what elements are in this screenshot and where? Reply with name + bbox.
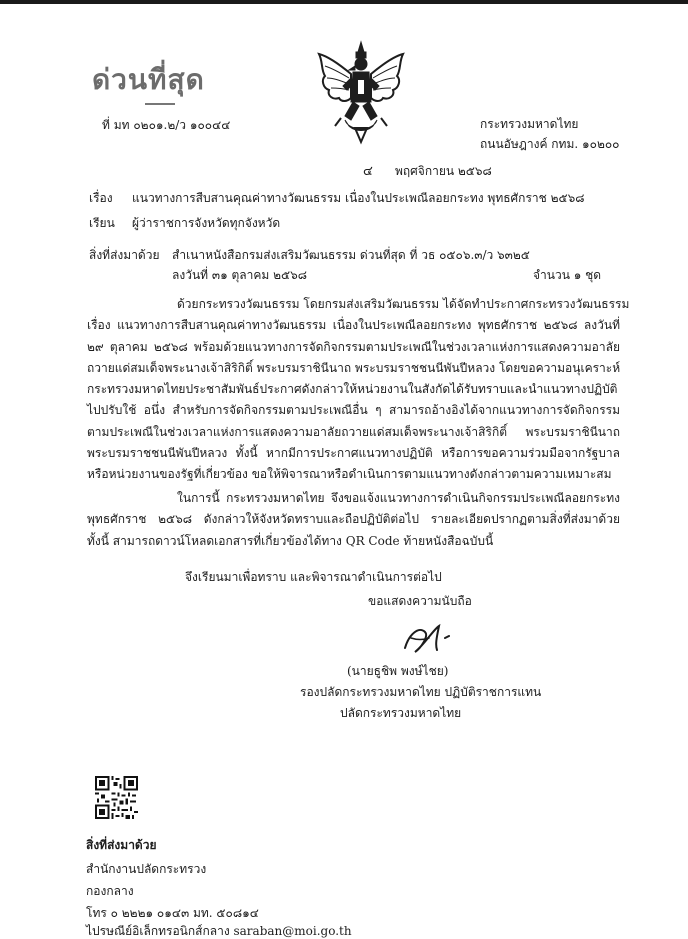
body-line: ตามประเพณีในช่วงเวลาแห่งการแสดงความอาลัยถวายแด่สมเด็จพระนางเจ้าสิริกิติ์ พระบรมราชินีนาถ (87, 424, 620, 439)
scan-edge (0, 0, 688, 4)
enclosure-label: สิ่งที่ส่งมาด้วย (89, 248, 160, 262)
ministry-address: ถนนอัษฎางค์ กทม. ๑๐๒๐๐ (480, 137, 620, 151)
date-month-year: พฤศจิกายน ๒๕๖๘ (395, 164, 492, 178)
footer-email: ไปรษณีย์อิเล็กทรอนิกส์กลาง saraban@moi.go.th (86, 924, 352, 938)
footer-office: สำนักงานปลัดกระทรวง (86, 862, 207, 876)
signer-position-1: รองปลัดกระทรวงมหาดไทย ปฏิบัติราชการแทน (300, 685, 542, 699)
recipient-text: ผู้ว่าราชการจังหวัดทุกจังหวัด (132, 216, 281, 230)
salutation: ขอแสดงความนับถือ (368, 594, 472, 608)
document-number: ที่ มท ๐๒๐๑.๒/ว ๑๐๐๔๔ (102, 118, 231, 132)
date-day: ๔ (363, 164, 373, 179)
body-line: ทั้งนี้ สามารถดาวน์โหลดเอกสารที่เกี่ยวข้องได้ทาง QR Code ท้ายหนังสือฉบับนี้ (87, 533, 494, 548)
garuda-emblem-icon (315, 40, 407, 145)
enclosure-date: ลงวันที่ ๓๑ ตุลาคม ๒๕๖๘ (172, 268, 308, 282)
qr-code-icon (95, 776, 138, 819)
handwritten-signature (395, 618, 465, 658)
body-line: พุทธศักราช ๒๕๖๘ ดังกล่าวให้จังหวัดทราบและถือปฏิบัติต่อไป รายละเอียดปรากฏตามสิ่งที่ส่งมาด้วย (87, 512, 620, 527)
body-paragraph-1 (87, 294, 630, 486)
urgency-stamp: ด่วนที่สุด (92, 63, 205, 96)
ministry-name: กระทรวงมหาดไทย (480, 117, 579, 131)
enclosure-text: สำเนาหนังสือกรมส่งเสริมวัฒนธรรม ด่วนที่สุด ที่ วธ ๐๕๐๖.๓/ว ๖๓๒๕ (172, 248, 530, 262)
urgency-underline (145, 103, 175, 105)
footer-division: กองกลาง (86, 884, 134, 898)
body-line: เรื่อง แนวทางการสืบสานคุณค่าทางวัฒนธรรม เนื่องในประเพณีลอยกระทง พุทธศักราช ๒๕๖๘ ลงวันที่ (87, 318, 620, 333)
body-line: ด้วยกระทรวงวัฒนธรรม โดยกรมส่งเสริมวัฒนธรรม ได้จัดทำประกาศกระทรวงวัฒนธรรม (177, 297, 630, 311)
body-line: ๒๙ ตุลาคม ๒๕๖๘ พร้อมด้วยแนวทางการจัดกิจกรรมตามประเพณีในช่วงเวลาแห่งการแสดงความอาลัย (87, 339, 620, 354)
footer-phone: โทร ๐ ๒๒๒๑ ๐๑๔๓ มท. ๕๐๘๑๔ (86, 906, 259, 920)
body-paragraph-2 (87, 488, 620, 552)
signer-position-2: ปลัดกระทรวงมหาดไทย (340, 706, 462, 720)
recipient-label: เรียน (89, 216, 115, 230)
closing-request: จึงเรียนมาเพื่อทราบ และพิจารณาดำเนินการต่อไป (185, 570, 442, 584)
subject-text: แนวทางการสืบสานคุณค่าทางวัฒนธรรม เนื่องในประเพณีลอยกระทง พุทธศักราช ๒๕๖๘ (132, 191, 585, 205)
body-line: ไปปรับใช้ อนึ่ง สำหรับการจัดกิจกรรมตามประเพณีอื่น ๆ สามารถอ้างอิงได้จากแนวทางการจัดกิจกรรม (87, 403, 620, 418)
signer-name: (นายธูชิพ พงษ์ไชย) (347, 664, 449, 678)
footer-enclosure-label: สิ่งที่ส่งมาด้วย (86, 838, 157, 852)
body-line: ในการนี้ กระทรวงมหาดไทย จึงขอแจ้งแนวทางการดำเนินกิจกรรมประเพณีลอยกระทง (177, 491, 620, 505)
enclosure-count: จำนวน ๑ ชุด (533, 268, 602, 282)
body-line: พระบรมราชชนนีพันปีหลวง ทั้งนี้ หากมีการประกาศแนวทางปฏิบัติ หรือการขอความร่วมมือจากรัฐบาล (87, 446, 620, 461)
body-line: กระทรวงมหาดไทยประชาสัมพันธ์ประกาศดังกล่าวให้หน่วยงานในสังกัดได้รับทราบและนำแนวทางปฏิบัติ (87, 382, 618, 397)
subject-label: เรื่อง (89, 191, 113, 205)
body-line: ถวายแด่สมเด็จพระนางเจ้าสิริกิติ์ พระบรมราชินีนาถ พระบรมราชชนนีพันปีหลวง โดยขอความอนุเคราะห์ (87, 360, 621, 375)
body-line: หรือหน่วยงานของรัฐที่เกี่ยวข้อง ขอให้พิจารณาหรือดำเนินการตามแนวทางดังกล่าวตามความเหมาะสม (87, 467, 612, 482)
